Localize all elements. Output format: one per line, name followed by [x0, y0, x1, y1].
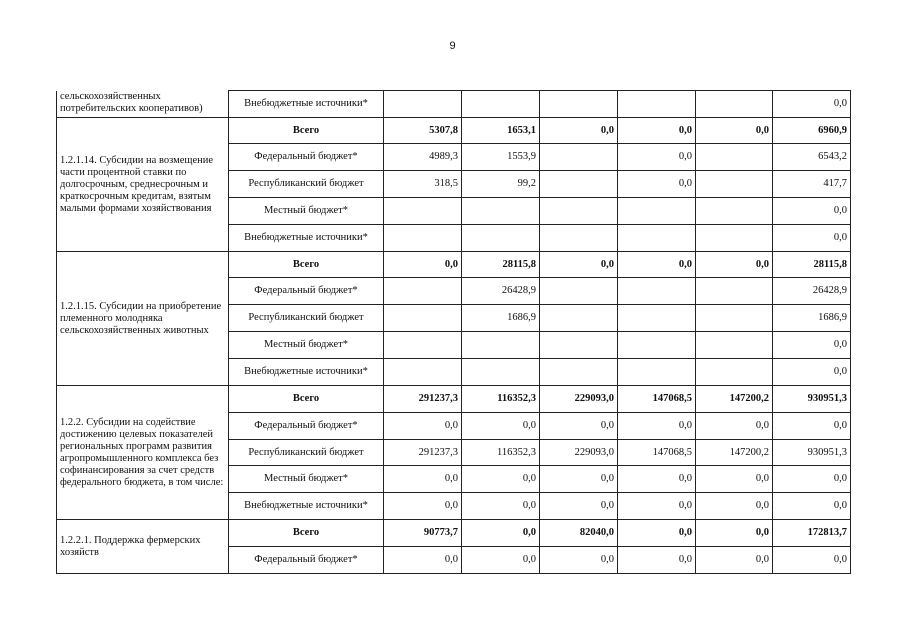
year-value-cell	[384, 278, 462, 305]
year-value-cell	[618, 91, 696, 118]
funding-source: Местный бюджет*	[229, 332, 384, 359]
funding-source: Федеральный бюджет*	[229, 413, 384, 440]
item-name: сельскохозяйственных потребительских кооперативов)	[57, 91, 229, 118]
total-value-cell: 0,0	[773, 466, 851, 493]
year-value-cell	[384, 225, 462, 252]
total-value-cell: 0,0	[773, 413, 851, 440]
year-value-cell: 0,0	[462, 493, 540, 520]
year-value-cell	[384, 91, 462, 118]
year-value-cell: 0,0	[696, 466, 773, 493]
year-value-cell: 0,0	[618, 144, 696, 171]
year-value-cell: 0,0	[540, 413, 618, 440]
year-value-cell: 82040,0	[540, 520, 618, 547]
year-value-cell: 0,0	[696, 413, 773, 440]
total-value-cell: 0,0	[773, 91, 851, 118]
year-value-cell: 26428,9	[462, 278, 540, 305]
funding-source: Всего	[229, 252, 384, 278]
year-value-cell: 0,0	[462, 413, 540, 440]
year-value-cell	[462, 359, 540, 386]
funding-source: Внебюджетные источники*	[229, 493, 384, 520]
year-value-cell	[540, 198, 618, 225]
year-value-cell: 0,0	[618, 252, 696, 278]
year-value-cell: 229093,0	[540, 440, 618, 466]
year-value-cell	[696, 171, 773, 198]
table-row	[57, 91, 851, 118]
year-value-cell: 0,0	[540, 466, 618, 493]
year-value-cell: 147068,5	[618, 386, 696, 413]
year-value-cell: 0,0	[696, 118, 773, 144]
year-value-cell: 147200,2	[696, 386, 773, 413]
year-value-cell: 0,0	[618, 547, 696, 574]
year-value-cell: 0,0	[540, 547, 618, 574]
funding-source: Всего	[229, 118, 384, 144]
total-value-cell: 0,0	[773, 198, 851, 225]
year-value-cell	[462, 91, 540, 118]
item-name: 1.2.2.1. Поддержка фермерских хозяйств	[57, 520, 229, 574]
year-value-cell: 229093,0	[540, 386, 618, 413]
year-value-cell: 0,0	[540, 493, 618, 520]
item-name: 1.2.1.15. Субсидии на приобретение племенного молодняка сельскохозяйственных животных	[57, 252, 229, 386]
funding-source: Всего	[229, 520, 384, 547]
total-value-cell: 0,0	[773, 225, 851, 252]
table-row	[57, 118, 851, 144]
year-value-cell	[540, 305, 618, 332]
total-value-cell: 0,0	[773, 359, 851, 386]
year-value-cell	[696, 144, 773, 171]
funding-source: Местный бюджет*	[229, 198, 384, 225]
year-value-cell: 0,0	[696, 547, 773, 574]
year-value-cell: 5307,8	[384, 118, 462, 144]
total-value-cell: 6960,9	[773, 118, 851, 144]
year-value-cell: 0,0	[462, 547, 540, 574]
total-value-cell: 28115,8	[773, 252, 851, 278]
year-value-cell	[696, 198, 773, 225]
year-value-cell: 0,0	[618, 520, 696, 547]
total-value-cell: 1686,9	[773, 305, 851, 332]
year-value-cell: 0,0	[618, 118, 696, 144]
year-value-cell: 0,0	[618, 413, 696, 440]
year-value-cell	[696, 91, 773, 118]
year-value-cell: 0,0	[384, 547, 462, 574]
year-value-cell: 1653,1	[462, 118, 540, 144]
funding-source: Всего	[229, 386, 384, 413]
year-value-cell: 1686,9	[462, 305, 540, 332]
year-value-cell: 0,0	[540, 252, 618, 278]
year-value-cell: 0,0	[462, 520, 540, 547]
item-name: 1.2.2. Субсидии на содействие достижению целевых показателей региональных программ развития агропромышленного комплекса без софинансирования за счет средств федерального бюджета, в том числе:	[57, 386, 229, 520]
year-value-cell: 0,0	[618, 493, 696, 520]
year-value-cell	[618, 278, 696, 305]
year-value-cell	[540, 144, 618, 171]
year-value-cell	[696, 278, 773, 305]
funding-source: Республиканский бюджет	[229, 440, 384, 466]
year-value-cell: 0,0	[384, 252, 462, 278]
year-value-cell: 0,0	[384, 413, 462, 440]
year-value-cell	[696, 225, 773, 252]
year-value-cell: 0,0	[384, 493, 462, 520]
year-value-cell	[540, 91, 618, 118]
year-value-cell	[384, 198, 462, 225]
page-number: 9	[449, 40, 456, 52]
year-value-cell: 116352,3	[462, 386, 540, 413]
year-value-cell: 4989,3	[384, 144, 462, 171]
total-value-cell: 172813,7	[773, 520, 851, 547]
year-value-cell	[618, 305, 696, 332]
total-value-cell: 417,7	[773, 171, 851, 198]
year-value-cell: 147200,2	[696, 440, 773, 466]
total-value-cell: 930951,3	[773, 386, 851, 413]
year-value-cell	[696, 332, 773, 359]
total-value-cell: 930951,3	[773, 440, 851, 466]
year-value-cell: 0,0	[618, 466, 696, 493]
year-value-cell: 0,0	[540, 118, 618, 144]
year-value-cell: 0,0	[696, 493, 773, 520]
year-value-cell: 28115,8	[462, 252, 540, 278]
year-value-cell: 1553,9	[462, 144, 540, 171]
table-row	[57, 520, 851, 547]
funding-source: Внебюджетные источники*	[229, 359, 384, 386]
year-value-cell	[696, 305, 773, 332]
year-value-cell	[618, 225, 696, 252]
year-value-cell	[384, 359, 462, 386]
year-value-cell	[618, 198, 696, 225]
year-value-cell	[462, 198, 540, 225]
year-value-cell: 0,0	[618, 171, 696, 198]
year-value-cell: 0,0	[696, 252, 773, 278]
table-row	[57, 252, 851, 278]
total-value-cell: 26428,9	[773, 278, 851, 305]
year-value-cell	[462, 332, 540, 359]
budget-table	[56, 90, 851, 574]
item-name: 1.2.1.14. Субсидии на возмещение части процентной ставки по долгосрочным, среднесрочным и краткосрочным кредитам, взятым малыми формами хозяйствования	[57, 118, 229, 252]
year-value-cell	[540, 332, 618, 359]
year-value-cell	[540, 225, 618, 252]
funding-source: Федеральный бюджет*	[229, 278, 384, 305]
year-value-cell	[618, 359, 696, 386]
year-value-cell: 116352,3	[462, 440, 540, 466]
year-value-cell: 0,0	[462, 466, 540, 493]
funding-source: Республиканский бюджет	[229, 305, 384, 332]
year-value-cell	[462, 225, 540, 252]
funding-source: Федеральный бюджет*	[229, 144, 384, 171]
funding-source: Внебюджетные источники*	[229, 225, 384, 252]
year-value-cell	[696, 359, 773, 386]
funding-source: Федеральный бюджет*	[229, 547, 384, 574]
year-value-cell	[384, 332, 462, 359]
year-value-cell	[540, 171, 618, 198]
year-value-cell: 291237,3	[384, 440, 462, 466]
year-value-cell	[384, 305, 462, 332]
year-value-cell	[618, 332, 696, 359]
total-value-cell: 0,0	[773, 332, 851, 359]
year-value-cell: 0,0	[384, 466, 462, 493]
year-value-cell: 99,2	[462, 171, 540, 198]
funding-source: Местный бюджет*	[229, 466, 384, 493]
year-value-cell: 90773,7	[384, 520, 462, 547]
funding-source: Республиканский бюджет	[229, 171, 384, 198]
table-row	[57, 386, 851, 413]
year-value-cell: 147068,5	[618, 440, 696, 466]
funding-source: Внебюджетные источники*	[229, 91, 384, 118]
year-value-cell	[540, 278, 618, 305]
total-value-cell: 0,0	[773, 547, 851, 574]
total-value-cell: 0,0	[773, 493, 851, 520]
year-value-cell: 318,5	[384, 171, 462, 198]
year-value-cell: 291237,3	[384, 386, 462, 413]
total-value-cell: 6543,2	[773, 144, 851, 171]
year-value-cell	[540, 359, 618, 386]
year-value-cell: 0,0	[696, 520, 773, 547]
